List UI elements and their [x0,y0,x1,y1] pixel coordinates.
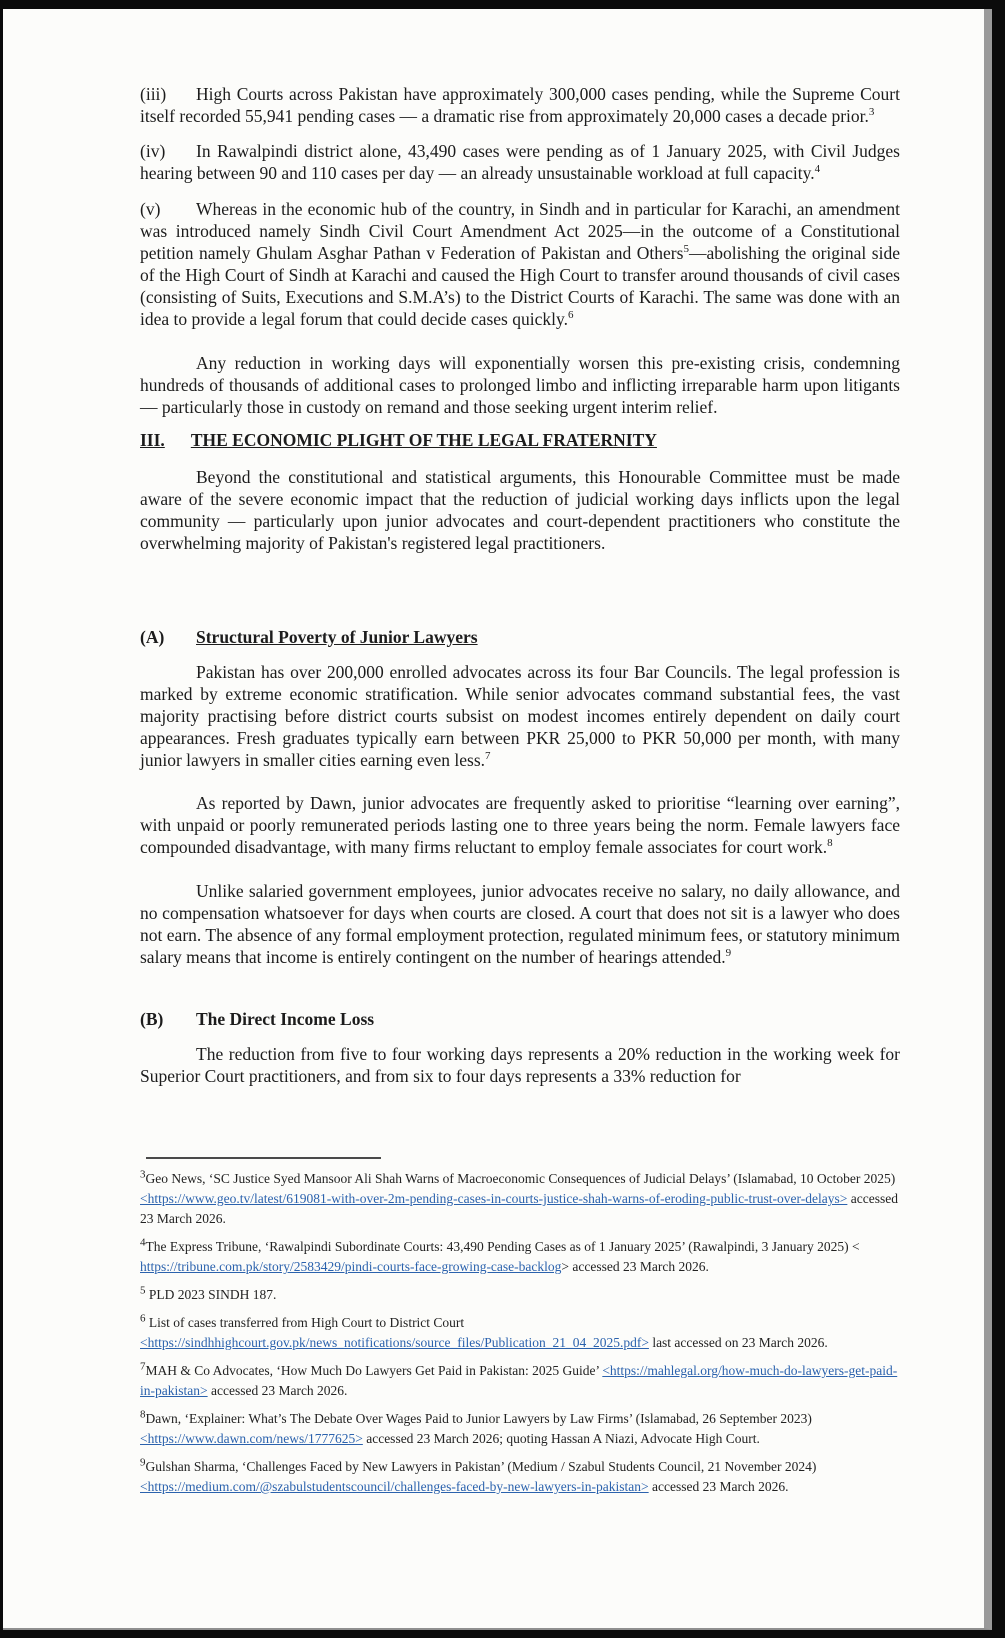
footnote-marker: 3 [140,1168,146,1181]
body-paragraph: Beyond the constitutional and statistical arguments, this Honourable Committee must be made aware of the severe economic impact that the reduction of judicial working days inflicts upon the legal community — particularly upon junior advocates and court-dependent practitioners who constitute the overwhelming majority of Pakistan's registered legal practitioners. [140,467,900,553]
document-body [140,83,900,1087]
hyperlink[interactable]: <https://www.dawn.com/news/1777625> [140,1431,363,1446]
subsection-heading [140,1008,900,1030]
hyperlink[interactable]: <https://www.geo.tv/latest/619081-with-over-2m-pending-cases-in-courts-justice-shah-warns-of-eroding-public-trust-over-delays> [140,1191,848,1206]
body-paragraph: (v) Whereas in the economic hub of the country, in Sindh and in particular for Karachi, an amendment was introduced namely Sindh Civil Court Amendment Act 2025—in the outcome of a Constitutional petition namely Ghulam Asghar Pathan v Federation of Pakistan and Others$^5$—abolishing the original side of the High Court of Sindh at Karachi and caused the High Court to transfer around thousands of civil cases (consisting of Suits, Executions and S.M.A’s) to the District Courts of Karachi. The same was done with an idea to provide a legal forum that could decide cases quickly.$^6$ [140,199,900,329]
superscript-ref: 4 [814,163,821,176]
body-paragraph: (iv) In Rawalpindi district alone, 43,490 cases were pending as of 1 January 2025, with Civil Judges hearing between 90 and 110 cases per day — an already unsustainable workload at full capacity.$^4$ [140,141,900,183]
hyperlink[interactable]: https://tribune.com.pk/story/2583429/pindi-courts-face-growing-case-backlog [140,1259,562,1274]
footnotes-section [140,1157,900,1497]
footnote-item: $^7$MAH & Co Advocates, ‘How Much Do Lawyers Get Paid in Pakistan: 2025 Guide’ <https://mahlegal.org/how-much-do-lawyers-get-paid-in-pakistan> accessed 23 March 2026. [140,1360,898,1398]
subsection-heading-label: (B) [140,1009,164,1029]
paragraph-label: (iv) [140,141,166,161]
superscript-ref: 3 [868,106,875,119]
superscript-ref: 7 [485,750,491,763]
body-paragraph: Pakistan has over 200,000 enrolled advocates across its four Bar Councils. The legal profession is marked by extreme economic stratification. While senior advocates command substantial fees, the vast majority practising before district courts subsist on modest incomes entirely dependent on daily court appearances. Fresh graduates typically earn between PKR 25,000 to PKR 50,000 per month, with many junior lawyers in smaller cities earning even less.$^7$ [140,662,900,770]
superscript-ref: 5 [683,243,689,256]
body-paragraph: The reduction from five to four working days represents a 20% reduction in the working week for Superior Court practitioners, and from six to four days represents a 33% reduction for [140,1044,900,1086]
paragraph-label: (v) [140,199,161,219]
footnote-item: $^4$The Express Tribune, ‘Rawalpindi Subordinate Courts: 43,490 Pending Cases as of 1 January 2025’ (Rawalpindi, 3 January 2025) < https://tribune.com.pk/story/2583429/pindi-courts-face-growing-case-backlog> accessed 23 March 2026. [140,1236,860,1274]
footnote-item: $^6$ List of cases transferred from High Court to District Court <https://sindhhighcourt.gov.pk/news_notifications/source_files/Publication_21_04_2025.pdf> last accessed on 23 March 2026. [140,1312,828,1350]
superscript-ref: 8 [827,837,833,850]
hyperlink[interactable]: <https://medium.com/@szabulstudentscouncil/challenges-faced-by-new-lawyers-in-pakistan> [140,1479,649,1494]
superscript-ref: 9 [725,947,732,960]
footnote-marker: 8 [140,1408,146,1421]
footnote-list [140,1169,900,1497]
footnote-item: $^3$Geo News, ‘SC Justice Syed Mansoor Ali Shah Warns of Macroeconomic Consequences of Judicial Delays’ (Islamabad, 10 October 2025) <https://www.geo.tv/latest/619081-with-over-2m-pending-cases-in-courts-justice-shah-warns-of-eroding-public-trust-over-delays> accessed 23 March 2026. [140,1168,898,1226]
hyperlink[interactable]: <https://mahlegal.org/how-much-do-lawyers-get-paid-in-pakistan> [140,1363,898,1398]
body-paragraph: Unlike salaried government employees, junior advocates receive no salary, no daily allowance, and no compensation whatsoever for days when courts are closed. A court that does not sit is a lawyer who does not earn. The absence of any formal employment protection, regulated minimum fees, or statutory minimum salary means that income is entirely contingent on the number of hearings attended.$^9$ [140,881,900,967]
footnote-item: $^9$Gulshan Sharma, ‘Challenges Faced by New Lawyers in Pakistan’ (Medium / Szabul Students Council, 21 November 2024) <https://medium.com/@szabulstudentscouncil/challenges-faced-by-new-lawyers-in-pakistan> accessed 23 March 2026. [140,1456,817,1494]
document-page [3,9,992,1630]
footnote-marker: 5 [140,1284,146,1297]
body-paragraph: Any reduction in working days will exponentially worsen this pre-existing crisis, condemning hundreds of thousands of additional cases to prolonged limbo and inflicting irreparable harm upon litigants — particularly those in custody on remand and those seeking urgent interim relief. [140,353,900,417]
footnote-item: $^5$ PLD 2023 SINDH 187. [140,1284,277,1302]
footnote-item: $^8$Dawn, ‘Explainer: What’s The Debate Over Wages Paid to Junior Lawyers by Law Firms’ (Islamabad, 26 September 2023) <https://www.dawn.com/news/1777625> accessed 23 March 2026; quoting Hassan A Niazi, Advocate High Court. [140,1408,812,1446]
body-paragraph: As reported by Dawn, junior advocates are frequently asked to prioritise “learning over earning”, with unpaid or poorly remunerated periods lasting one to three years being the norm. Female lawyers face compounded disadvantage, with many firms reluctant to employ female associates for court work.$^8$ [140,793,900,857]
body-paragraph: (iii) High Courts across Pakistan have approximately 300,000 cases pending, while the Supreme Court itself recorded 55,941 pending cases — a dramatic rise from approximately 20,000 cases a decade prior.$^3$ [140,84,900,126]
superscript-ref: 6 [567,309,574,322]
document-content [3,9,984,1497]
subsection-heading-label: (A) [140,627,165,647]
subsection-heading [140,626,900,648]
subsection-heading-text: The Direct Income Loss [196,1009,375,1029]
section-heading-number: III. [140,430,165,450]
footnote-marker: 9 [140,1456,146,1469]
section-heading [140,429,900,451]
footnote-marker: 6 [140,1312,146,1325]
hyperlink[interactable]: <https://sindhhighcourt.gov.pk/news_notifications/source_files/Publication_21_04_2025.pdf> [140,1335,649,1350]
paragraph-label: (iii) [140,84,167,104]
footnote-separator [146,1157,381,1159]
section-heading-text: III. THE ECONOMIC PLIGHT OF THE LEGAL FRATERNITY [140,430,657,450]
footnote-marker: 4 [140,1236,146,1249]
subsection-heading-text: Structural Poverty of Junior Lawyers [196,627,478,647]
footnote-marker: 7 [140,1360,146,1373]
